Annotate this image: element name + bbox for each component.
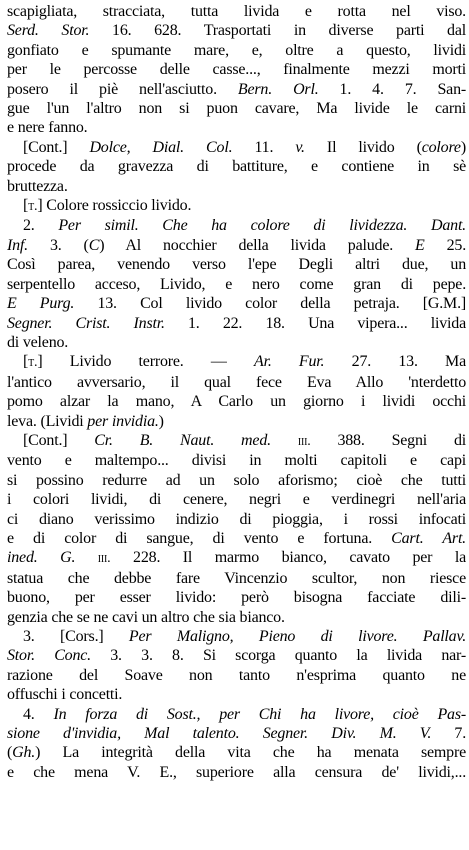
text-line [7,529,466,548]
italic-run: Dolce, Dial. Col. [89,138,233,156]
small-caps-run: iii. [297,433,311,449]
text-line [7,2,466,21]
text-line [7,471,466,490]
text-run: 13. Col livido color della petraja. [G.M.] [74,295,466,313]
text-run: di veleno. [7,333,69,351]
text-run: 388. Segni di [310,431,466,449]
italic-run: Cr. B. Naut. med. [94,431,271,449]
italic-run: per invidia. [87,412,159,430]
italic-run: Cart. Art. [391,529,466,547]
text-run: genzia che se ne cavi un altro che sia bianco. [7,608,285,626]
text-run: ] Livido terrore. — [37,353,254,371]
italic-run: Ar. Fur. [254,353,325,371]
text-run: ) [460,138,466,156]
italic-run: v. [295,138,305,156]
text-run: 4. [23,705,54,723]
text-line [7,236,466,255]
text-line [7,216,466,235]
text-line [7,627,466,646]
text-line [7,569,466,588]
italic-run: E Purg. [7,295,75,313]
text-line [7,548,466,568]
text-run: 27. 13. Ma [324,353,466,371]
italic-run: C [88,236,100,254]
italic-run: Segner. Crist. Instr. [7,314,165,332]
text-run: ) Al nocchier della livida palude. [99,236,416,254]
text-line [7,588,466,607]
text-run: 25. [424,236,466,254]
text-run: [Cont.] [23,431,95,449]
text-line [7,412,466,431]
text-run: 7. [431,725,466,743]
italic-run: Serd. Stor. [7,22,90,40]
text-run: statua che debbe fare Vincenzio scultor, non riesce [7,569,466,587]
text-run: [ [23,197,29,215]
italic-run: E [415,236,425,254]
text-line [7,275,466,294]
italic-run: Bern. Orl. [237,80,319,98]
text-run: e di color di sangue, di vento e fortuna. [7,529,392,547]
text-line [7,196,466,216]
text-line [7,666,466,685]
text-run: 16. 628. Trasportati in diverse parti dal [89,22,466,40]
text-line [7,705,466,724]
text-run: [ [23,353,29,371]
italic-run: ined. G. [7,549,76,567]
text-run: e che mena V. E., superiore alla censura de' lividi,... [7,763,466,781]
text-run: si possino redurre ad un solo aforismo; cioè che tutti [7,471,466,489]
text-run: 3. ( [27,236,89,254]
text-line [7,314,466,333]
text-run [271,432,298,449]
text-line [7,138,466,157]
text-line [7,118,466,137]
italic-run: Per simil. Che ha colore di lividezza. Dant. [58,217,466,235]
text-line [7,373,466,392]
small-caps-run: t. [28,199,38,215]
text-run: procede da gravezza di battiture, e contiene in sè [7,158,466,176]
text-run: posero il piè nell'asciutto. [7,80,238,98]
text-line [7,763,466,782]
text-run: ] Colore rossiccio livido. [37,197,192,215]
text-line [7,646,466,665]
text-run: per le percosse delle casse..., finalmente mezzi morti [7,61,466,79]
text-run: leva. (Lividi [7,412,88,430]
text-line [7,99,466,118]
text-run: 1. 22. 18. Una vipera... livida [164,314,466,332]
text-line [7,41,466,60]
text-run: Il livido ( [304,138,422,156]
text-line [7,352,466,372]
italic-run: sione d'invidia, Mal talento. Segner. Div. M. V. [7,725,432,743]
text-line [7,743,466,762]
text-line [7,510,466,529]
text-run: bruttezza. [7,177,68,195]
text-run: i colori lividi, di cenere, negri e verdinegri nell'aria [7,491,466,509]
small-caps-run: t. [28,355,38,371]
text-run: scapigliata, stracciata, tutta livida e rotta nel viso. [7,3,466,20]
italic-run: Per Maligno, Pieno di livore. Pallav. [128,628,466,645]
text-run: offuschi i concetti. [7,686,123,704]
text-line [7,294,466,313]
text-run: serpentello acceso, Livido, e nero come gran di pepe. [7,275,466,293]
text-run: ) [158,412,164,430]
text-line [7,21,466,40]
text-run: l'antico avversario, il qual fece Eva Allo 'nterdetto [7,373,466,391]
text-run: [Cont.] [23,138,90,156]
italic-run: colore [421,138,461,156]
text-line [7,333,466,352]
text-run: 2. [23,217,59,235]
text-run: vento e maltempo... divisi in molti capitoli e capi [7,452,466,470]
text-run: e nere fanno. [7,119,88,137]
text-run: gonfiato e spumante mare, e, oltre a questo, lividi [7,41,466,59]
text-line [7,177,466,196]
italic-run: Stor. Conc. [7,647,91,665]
italic-run: Gh. [12,744,36,762]
text-line [7,255,466,274]
text-line [7,685,466,704]
italic-run: In forza di Sost., per Chi ha livore, cioè Pas- [53,705,466,723]
text-line [7,724,466,743]
text-run: ci diano verissimo indizio di pioggia, i rossi infocati [7,510,466,528]
text-run: 11. [232,138,296,156]
text-run: 3. 3. 8. Si scorga quanto la livida nar- [90,647,466,665]
text-line [7,431,466,451]
text-run: buono, per esser livido: però bisogna facciate dili- [7,589,466,607]
text-line [7,451,466,470]
text-line [7,392,466,411]
text-run: ( [7,744,13,762]
text-run: gue l'un l'altro non si puon cavare, Ma livide le carni [7,100,466,118]
text-run: pomo alzar la mano, A Carlo un giorno i lividi occhi [7,393,466,411]
text-run: 3. [Cors.] [23,628,129,645]
text-line [7,490,466,509]
text-run [75,549,98,566]
text-run: razione del Soave non tanto n'esprima quanto ne [7,666,466,684]
text-line [7,80,466,99]
small-caps-run: iii. [97,551,111,567]
text-run: Così parea, venendo verso l'epe Degli altri due, un [7,256,466,274]
text-run: ) La integrità della vita che ha menata sempre [35,744,466,762]
text-run: 1. 4. 7. San- [318,80,467,98]
text-line [7,60,466,79]
italic-run: Inf. [7,236,28,254]
text-run: 228. Il marmo bianco, cavato per la [110,549,466,567]
text-line [7,157,466,176]
text-line [7,608,466,627]
